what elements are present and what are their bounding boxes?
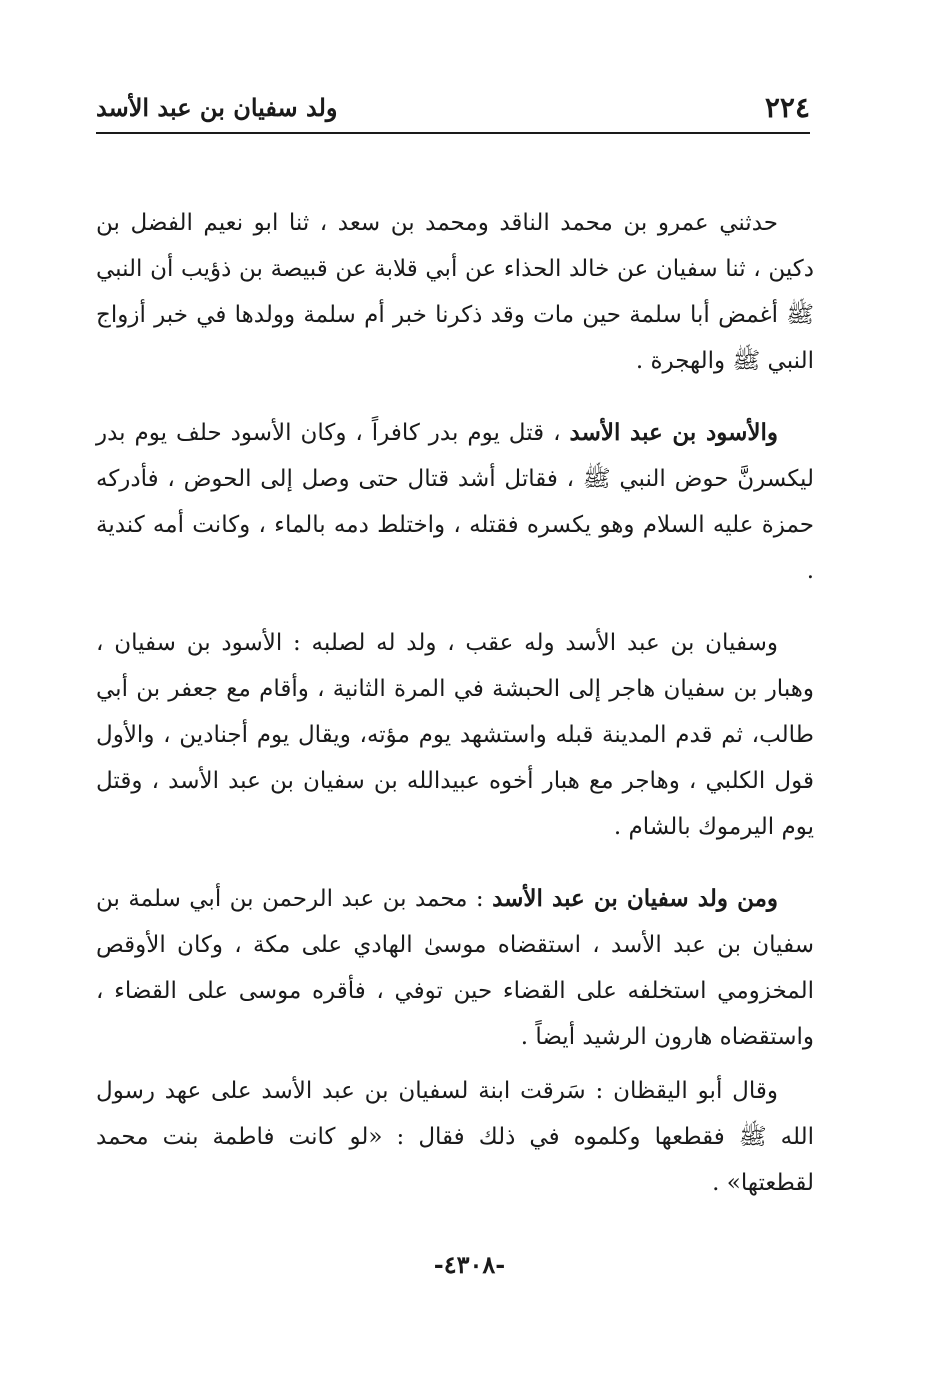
paragraph-1 bbox=[96, 200, 814, 384]
paragraph-text: ، قتل يوم بدر كافراً ، وكان الأسود حلف يوم بدر ليكسرنَّ حوض النبي ﷺ ، فقاتل أشد قتال حتى وصل إلى الحوض ، فأدركه حمزة عليه السلام وهو يكسره فقتله ، واختلط دمه بالماء ، وكانت أمه كندية . bbox=[96, 420, 814, 584]
paragraph-4 bbox=[96, 876, 814, 1060]
paragraph-text: : محمد بن عبد الرحمن بن أبي سلمة بن سفيان بن عبد الأسد ، استقضاه موسىٰ الهادي على مكة ، وكان الأوقص المخزومي استخلفه على القضاء حين توفي ، فأقره موسى على القضاء ، واستقضاه هارون الرشيد أيضاً . bbox=[96, 886, 814, 1050]
paragraph-text: وسفيان بن عبد الأسد وله عقب ، ولد له لصلبه : الأسود بن سفيان ، وهبار بن سفيان هاجر إلى الحبشة في المرة الثانية ، وأقام مع جعفر بن أبي طالب، ثم قدم المدينة قبله واستشهد يوم مؤته، ويقال يوم أجنادين ، والأول قول الكلبي ، وهاجر مع هبار أخوه عبيدالله بن سفيان بن عبد الأسد ، وقتل يوم اليرموك بالشام . bbox=[96, 630, 814, 840]
paragraph-lead: ومن ولد سفيان بن عبد الأسد bbox=[492, 885, 778, 912]
running-header bbox=[96, 88, 810, 134]
header-rule bbox=[96, 132, 810, 134]
paragraph-text: حدثني عمرو بن محمد الناقد ومحمد بن سعد ، ثنا ابو نعيم الفضل بن دكين ، ثنا سفيان عن خالد الحذاء عن أبي قلابة عن قبيصة بن ذؤيب أن النبي ﷺ أغمض أبا سلمة حين مات وقد ذكرنا خبر أم سلمة وولدها في خبر أزواج النبي ﷺ والهجرة . bbox=[96, 210, 814, 374]
header-title: ولد سفيان بن عبد الأسد bbox=[96, 93, 338, 122]
paragraph-text: وقال أبو اليقظان : سَرقت ابنة لسفيان بن عبد الأسد على عهد رسول الله ﷺ فقطعها وكلموه في ذلك فقال : «لو كانت فاطمة بنت محمد لقطعتها» . bbox=[96, 1078, 814, 1196]
footer-page-number: -٤٣٠٨- bbox=[433, 1250, 506, 1279]
paragraph-5 bbox=[96, 1068, 814, 1206]
paragraph-2 bbox=[96, 410, 814, 594]
paragraph-3 bbox=[96, 620, 814, 850]
paragraph-lead: والأسود بن عبد الأسد bbox=[569, 419, 778, 446]
body-text bbox=[96, 200, 814, 1232]
header-page-number: ٢٢٤ bbox=[764, 91, 810, 124]
